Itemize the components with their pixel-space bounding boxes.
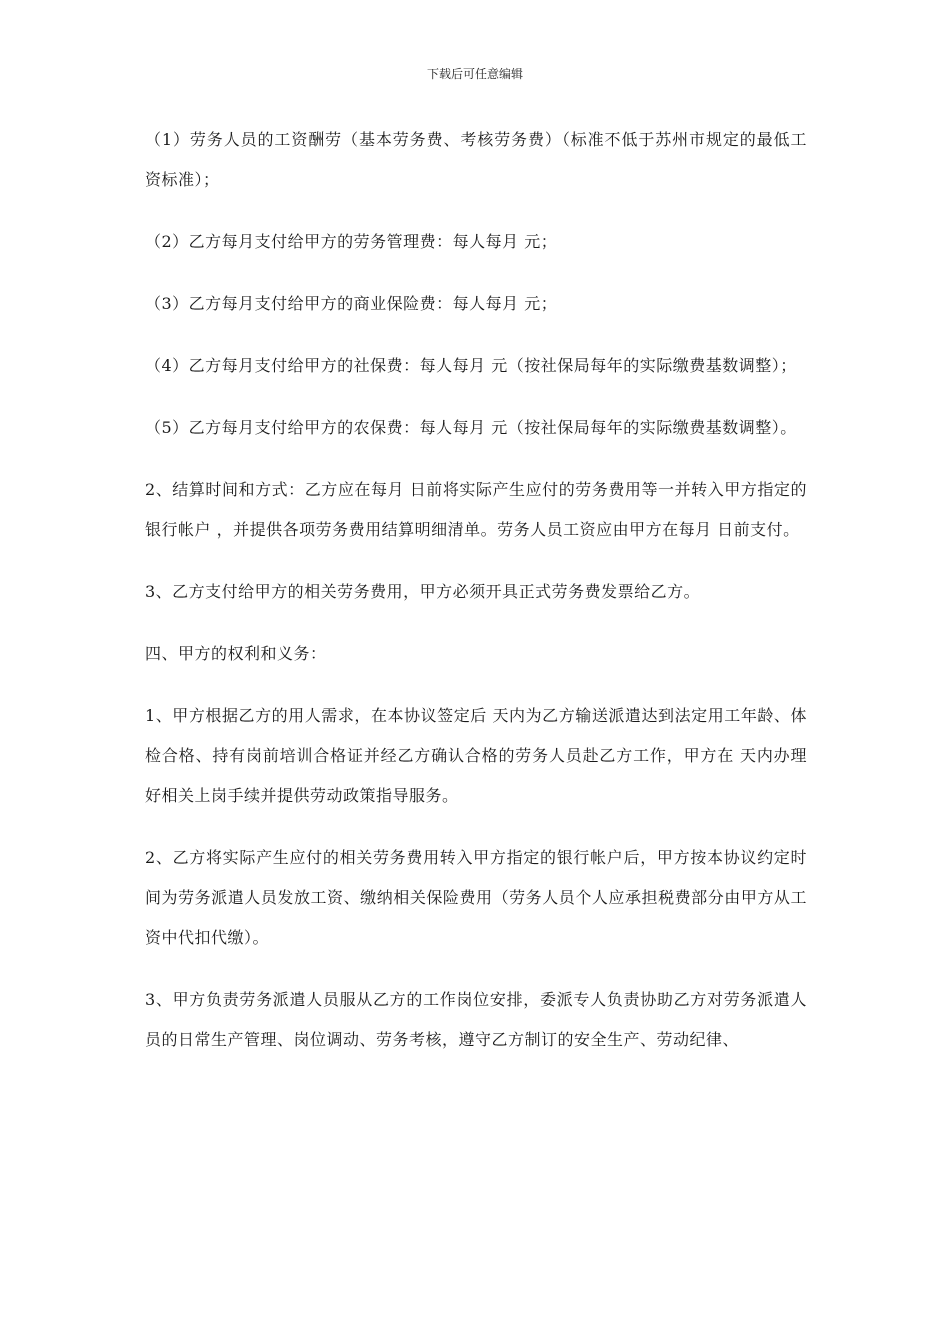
document-body [145, 120, 807, 1082]
paragraph-fee-item-5: （5）乙方每月支付给甲方的农保费：每人每月 元（按社保局每年的实际缴费基数调整）。 [145, 418, 797, 437]
paragraph-fee-item-2: （2）乙方每月支付给甲方的劳务管理费：每人每月 元； [145, 232, 558, 251]
paragraph-settlement: 2、结算时间和方式：乙方应在每月 日前将实际产生应付的劳务费用等一并转入甲方指定的银行帐户 ，并提供各项劳务费用结算明细清单。劳务人员工资应由甲方在每月 日前支付。 [145, 480, 807, 539]
paragraph-fee-item-4: （4）乙方每月支付给甲方的社保费：每人每月 元（按社保局每年的实际缴费基数调整）； [145, 356, 797, 375]
paragraph-party-a-duty-2: 2、乙方将实际产生应付的相关劳务费用转入甲方指定的银行帐户后，甲方按本协议约定时间为劳务派遣人员发放工资、缴纳相关保险费用（劳务人员个人应承担税费部分由甲方从工资中代扣代缴）。 [145, 848, 807, 947]
paragraph-party-a-duty-1: 1、甲方根据乙方的用人需求，在本协议签定后 天内为乙方输送派遣达到法定用工年龄、体检合格、持有岗前培训合格证并经乙方确认合格的劳务人员赴乙方工作，甲方在 天内办理好相关上岗手续并提供劳动政策指导服务。 [145, 706, 807, 805]
paragraph-fee-item-1: （1）劳务人员的工资酬劳（基本劳务费、考核劳务费）（标准不低于苏州市规定的最低工资标准）； [145, 130, 807, 189]
paragraph-fee-item-3: （3）乙方每月支付给甲方的商业保险费：每人每月 元； [145, 294, 558, 313]
section-heading-party-a-rights: 四、甲方的权利和义务： [145, 644, 327, 663]
paragraph-invoice: 3、乙方支付给甲方的相关劳务费用，甲方必须开具正式劳务费发票给乙方。 [145, 582, 701, 601]
paragraph-party-a-duty-3: 3、甲方负责劳务派遣人员服从乙方的工作岗位安排，委派专人负责协助乙方对劳务派遣人员的日常生产管理、岗位调动、劳务考核，遵守乙方制订的安全生产、劳动纪律、 [145, 990, 807, 1049]
page-header: 下载后可任意编辑 [426, 67, 523, 81]
